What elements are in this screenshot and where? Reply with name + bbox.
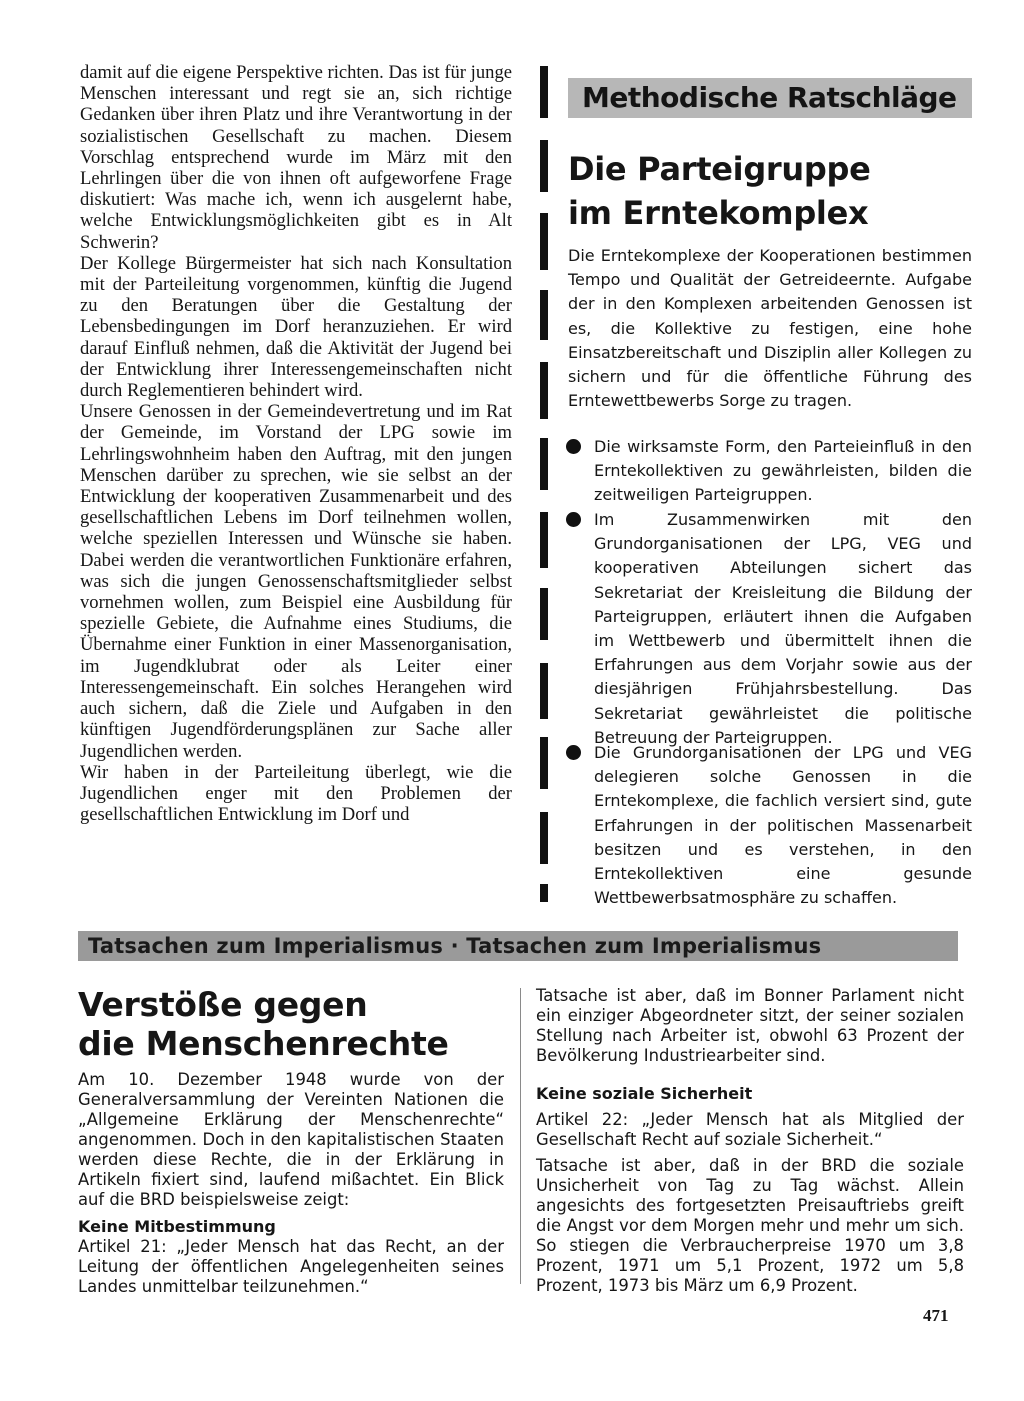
bullet-text: Die wirksamste Form, den Parteieinfluß in den Erntekollektiven zu gewährleisten, bilden die zeitweiligen Parteigruppen. (594, 437, 972, 505)
margin-bar (540, 512, 548, 568)
right-title-line-2: im Erntekomplex (568, 194, 869, 232)
margin-bar (540, 290, 548, 340)
left-paragraph-2: Der Kollege Bürgermeister hat sich nach Konsultation mit der Parteileitung vorgenommen, künftig die Jugend zu den Beratungen über die Gestaltung der Lebensbedingungen im Dorf heranzuziehen. Er wird darauf Einfluß nehmen, daß die Aktivität der Jugend bei der Entwicklung ihrer Interessengemeinschaften nicht durch Reglementieren behindert wird. (80, 252, 512, 402)
section-heading: Keine Mitbestimmung (78, 1217, 276, 1236)
right-article-title (568, 147, 871, 235)
right-intro-paragraph: Die Erntekomplexe der Kooperationen bestimmen Tempo und Qualität der Getreideernte. Aufgabe der in den Komplexen arbeitenden Genossen ist es, die Kollektive zu festigen, eine hohe Einsatzbereitschaft und Disziplin aller Kollegen zu sichern und für die öffentliche Führung des Erntewettbewerbs Sorge zu tragen. (568, 246, 972, 411)
left-paragraph-4: Wir haben in der Parteileitung überlegt, wie die Jugendlichen enger mit den Problemen der gesellschaftlichen Entwicklung im Dorf und (80, 761, 512, 826)
bullet-dot-icon (566, 439, 581, 454)
left-column (80, 62, 512, 825)
right-title-line-1: Die Parteigruppe (568, 150, 871, 188)
margin-bar (540, 213, 548, 270)
column-divider (520, 988, 521, 1284)
bullet-item (566, 435, 972, 508)
bullet-item (566, 508, 972, 750)
bottom-right-column (536, 986, 964, 1296)
facts-banner-label: Tatsachen zum Imperialismus · Tatsachen zum Imperialismus (88, 934, 822, 958)
section-heading: Keine soziale Sicherheit (536, 1084, 753, 1103)
article-22-quote: Artikel 22: „Jeder Mensch hat als Mitglied der Gesellschaft Recht auf soziale Sicherheit.“ (536, 1110, 964, 1149)
method-banner-label: Methodische Ratschläge (582, 81, 957, 114)
margin-bar (540, 362, 548, 419)
bullet-text: Die Grundorganisationen der LPG und VEG delegieren solche Genossen in die Erntekomplexe, die fachlich versiert sind, gute Erfahrungen in der politischen Massenarbeit besitzen und es verstehen, in den Erntekollektiven eine gesunde Wettbewerbsatmosphäre zu schaffen. (594, 743, 972, 908)
margin-bar (540, 884, 548, 902)
margin-bar (540, 812, 548, 864)
bullet-dot-icon (566, 745, 581, 760)
margin-bar (540, 737, 548, 789)
bullet-text: Im Zusammenwirken mit den Grundorganisationen der LPG, VEG und kooperativen Abteilungen sichert das Sekretariat der Kreisleitung die Bildung der Parteigruppen, erläutert ihnen die Aufgaben im Wettbewerb und übermittelt ihnen die Erfahrungen aus dem Vorjahr sowie aus der diesjährigen Frühjahrsbestellung. Das Sekretariat gewährleistet die politische Betreuung der Parteigruppen. (594, 510, 972, 747)
margin-bar (540, 140, 548, 192)
margin-bar (540, 588, 548, 640)
bottom-intro-paragraph: Am 10. Dezember 1948 wurde von der Generalversammlung der Vereinten Nationen die „Allgemeine Erklärung der Menschenrechte“ angenommen. Doch in den kapitalistischen Staaten werden diese Rechte, die in der Erklärung in Artikeln fixiert sind, laufend mißachtet. Ein Blick auf die BRD beispielsweise zeigt: (78, 1070, 504, 1209)
fact-paragraph: Tatsache ist aber, daß im Bonner Parlament nicht ein einziger Abgeordneter sitzt, der seiner sozialen Stellung nach Arbeiter ist, obwohl 63 Prozent der Bevölkerung Industriearbeiter sind. (536, 986, 964, 1065)
bullet-item (566, 741, 972, 910)
bottom-left-column (78, 1070, 504, 1297)
bottom-title-line-2: die Menschenrechte (78, 1024, 449, 1063)
article-21-quote: Artikel 21: „Jeder Mensch hat das Recht, an der Leitung der öffentlichen Angelegenheiten seines Landes unmittelbar teilzunehmen.“ (78, 1237, 504, 1296)
margin-bar (540, 66, 548, 118)
bullet-dot-icon (566, 512, 581, 527)
page-number: 471 (923, 1306, 949, 1325)
facts-banner (78, 931, 958, 961)
left-paragraph-3: Unsere Genossen in der Gemeindevertretung und im Rat der Gemeinde, im Vorstand der LPG sowie im Lehrlingswohnheim haben den Auftrag, mit den jungen Menschen darüber zu sprechen, wie sie selbst an der Entwicklung der kooperativen Zusammenarbeit und des gesellschaftlichen Lebens im Dorf teilnehmen wollen, welche speziellen Interessen und Wünsche sie haben. Dabei werden die verantwortlichen Funktionäre erfahren, was sich die jungen Genossenschaftsmitglieder selbst vornehmen wollen, zum Beispiel eine Ausbildung für spezielle Gebiete, die Aufnahme eines Studiums, die Übernahme einer Funktion in einer Massenorganisation, im Jugendklubrat oder als Leiter einer Interessengemeinschaft. Ein solches Herangehen wird auch sichern, daß die Ziele und Aufgaben in den künftigen Jugendförderungsplänen zur Sache aller Jugendlichen werden. (80, 401, 512, 762)
method-banner (568, 78, 972, 118)
bottom-title-line-1: Verstöße gegen (78, 985, 368, 1024)
margin-bar (540, 663, 548, 719)
left-paragraph-1: damit auf die eigene Perspektive richten. Das ist für junge Menschen interessant und regt sie an, sich richtige Gedanken über ihren Platz und ihre Verantwortung in der sozialistischen Gesellschaft zu machen. Diesem Vorschlag entsprechend wurde im März mit den Lehrlingen über die von ihnen oft aufgeworfene Frage diskutiert: Was mache ich, wenn ich ausgelernt habe, welche Entwicklungsmöglichkeiten gibt es in Alt Schwerin? (80, 62, 512, 253)
fact-paragraph: Tatsache ist aber, daß in der BRD die soziale Unsicherheit von Tag zu Tag wächst. Allein angesichts des fortgesetzten Preisauftriebs greift die Angst vor dem Morgen mehr und mehr um sich. So stiegen die Verbraucherpreise 1970 um 3,8 Prozent, 1971 um 5,1 Prozent, 1972 um 5,8 Prozent, 1973 bis März um 6,9 Prozent. (536, 1156, 964, 1295)
margin-bar (540, 438, 548, 490)
bottom-article-title (78, 985, 449, 1063)
